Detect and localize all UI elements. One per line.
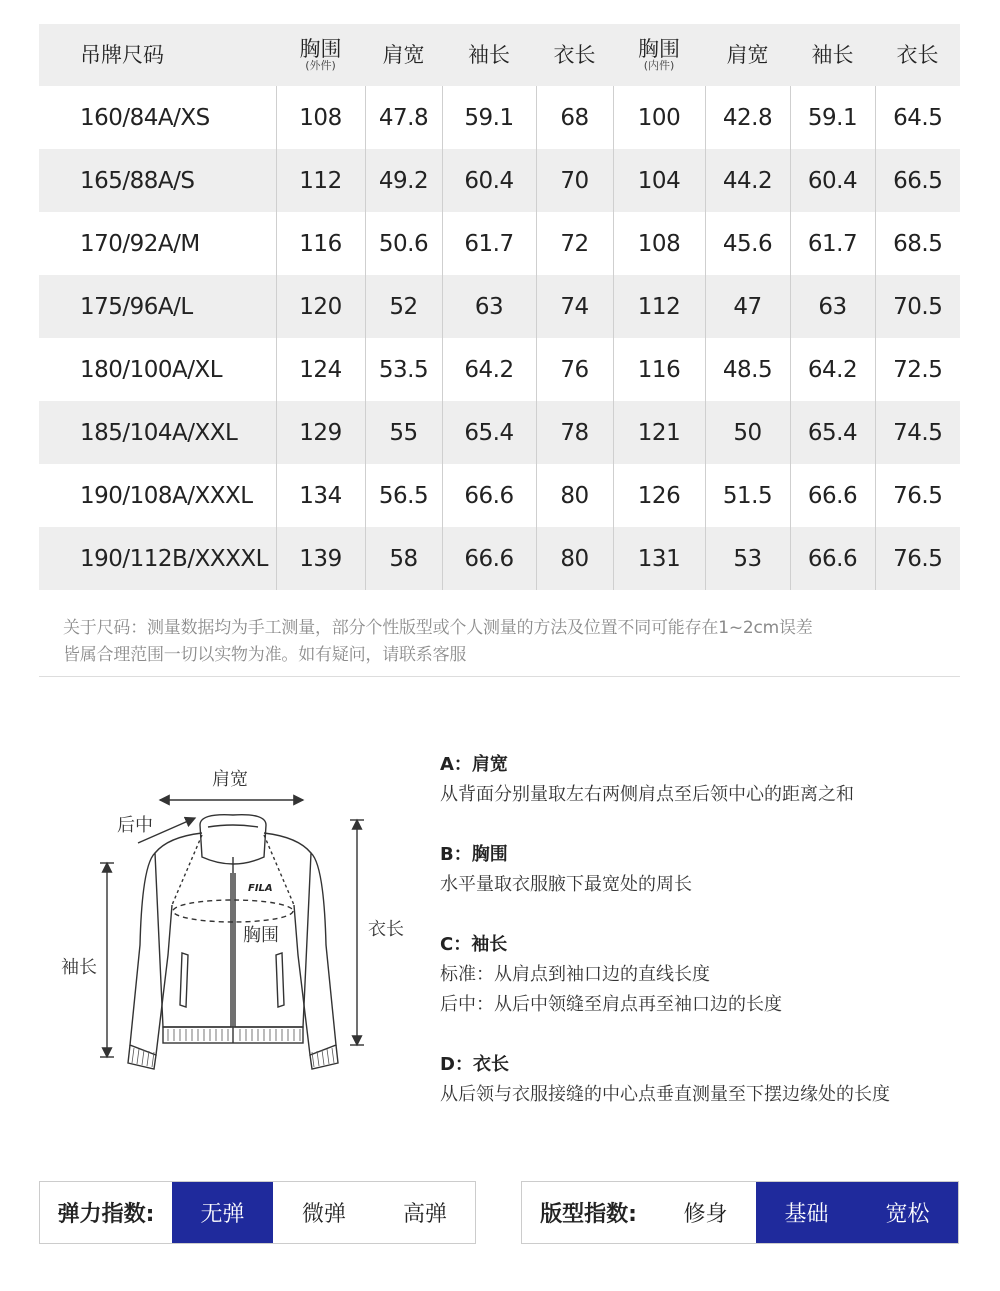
measurement-cell: 72.5	[893, 356, 943, 383]
header-size-label: 吊牌尺码	[80, 42, 164, 67]
measurement-cell: 76	[536, 338, 613, 401]
size-label-cell: 180/100A/XL	[39, 338, 276, 401]
measurement-cell: 64.2	[442, 338, 536, 401]
definition-text: 水平量取衣服腋下最宽处的周长	[440, 874, 692, 895]
note-line-1: 关于尺码：测量数据均为手工测量，部分个性版型或个人测量的方法及位置不同可能存在1~2cm误差	[63, 618, 813, 638]
size-label-cell: 160/84A/XS	[39, 86, 276, 149]
measurement-cell: 65.4	[442, 401, 536, 464]
measurement-cell: 104	[613, 149, 705, 212]
diagram-label-back-center: 后中	[117, 815, 153, 836]
fit-option-regular: 基础	[756, 1182, 857, 1243]
definition-title: C：袖长	[440, 934, 508, 955]
measurement-cell: 61.7	[790, 212, 875, 275]
measurement-cell: 80	[536, 527, 613, 590]
measurement-cell: 134	[276, 464, 365, 527]
diagram-label-chest: 胸围	[243, 925, 279, 946]
measurement-cell: 66.6	[790, 464, 875, 527]
measurement-cell: 129	[276, 401, 365, 464]
definition-title: D：衣长	[440, 1054, 509, 1075]
measurement-cell: 63	[790, 275, 875, 338]
size-label-cell: 190/112B/XXXXL	[39, 527, 276, 590]
table-row	[39, 212, 960, 275]
definition-text: 从后领与衣服接缝的中心点垂直测量至下摆边缘处的长度	[440, 1084, 890, 1105]
table-row	[39, 338, 960, 401]
definition-text: 后中：从后中领缝至肩点再至袖口边的长度	[440, 994, 782, 1015]
measurement-cell: 121	[613, 401, 705, 464]
measurement-cell: 51.5	[705, 464, 790, 527]
measurement-cell: 80	[536, 464, 613, 527]
measurement-cell: 60.4	[442, 149, 536, 212]
header-inner-chest-label: 胸围	[638, 36, 680, 61]
table-row	[39, 149, 960, 212]
measurement-cell: 53	[705, 527, 790, 590]
measurement-cell: 65.4	[790, 401, 875, 464]
table-row	[39, 401, 960, 464]
measurement-cell: 59.1	[442, 86, 536, 149]
definition-title: B：胸围	[440, 844, 508, 865]
elasticity-option-none: 无弹	[172, 1182, 273, 1243]
measurement-cell: 70.5	[893, 293, 943, 320]
measurement-cell: 45.6	[705, 212, 790, 275]
measurement-cell: 74.5	[893, 419, 943, 446]
fit-title: 版型指数:	[540, 1202, 637, 1227]
measurement-cell: 48.5	[705, 338, 790, 401]
measurement-cell: 74	[536, 275, 613, 338]
measurement-cell: 56.5	[365, 464, 442, 527]
measurement-cell: 42.8	[705, 86, 790, 149]
measurement-cell: 68	[536, 86, 613, 149]
elasticity-title: 弹力指数:	[57, 1202, 155, 1227]
divider	[39, 676, 960, 677]
measurement-cell: 63	[442, 275, 536, 338]
measurement-cell: 44.2	[705, 149, 790, 212]
fit-option-slim: 修身	[683, 1202, 728, 1227]
header-outer-chest	[276, 24, 365, 86]
definition-title: A：肩宽	[440, 754, 508, 775]
size-label-cell: 175/96A/L	[39, 275, 276, 338]
definition-block	[440, 750, 980, 810]
measurement-cell: 52	[365, 275, 442, 338]
measurement-cell: 116	[276, 212, 365, 275]
measurement-cell: 66.5	[893, 167, 943, 194]
measurement-cell: 53.5	[365, 338, 442, 401]
header-inner-sub: (内件)	[643, 58, 675, 72]
fit-option-loose: 宽松	[857, 1182, 958, 1243]
measurement-cell: 76.5	[893, 545, 943, 572]
table-row	[39, 86, 960, 149]
measurement-cell: 76.5	[893, 482, 943, 509]
measurement-cell: 100	[613, 86, 705, 149]
measurement-cell: 112	[613, 275, 705, 338]
measurement-cell: 66.6	[790, 527, 875, 590]
table-row	[39, 275, 960, 338]
header-inner-shoulder: 肩宽	[726, 42, 769, 67]
measurement-cell: 124	[276, 338, 365, 401]
note-line-2: 皆属合理范围一切以实物为准。如有疑问，请联系客服	[63, 645, 467, 665]
elasticity-option-slight: 微弹	[301, 1202, 346, 1227]
measurement-cell: 50.6	[365, 212, 442, 275]
definition-block	[440, 1050, 980, 1110]
diagram-label-sleeve: 袖长	[61, 957, 97, 978]
size-label-cell: 165/88A/S	[39, 149, 276, 212]
header-outer-chest-label: 胸围	[299, 36, 342, 61]
diagram-label-shoulder: 肩宽	[212, 769, 248, 790]
size-table	[39, 24, 960, 590]
measurement-cell: 61.7	[442, 212, 536, 275]
measurement-cell: 58	[365, 527, 442, 590]
measurement-cell: 120	[276, 275, 365, 338]
measurement-cell: 116	[613, 338, 705, 401]
definition-block	[440, 930, 980, 1020]
measurement-cell: 47.8	[365, 86, 442, 149]
size-label-cell: 170/92A/M	[39, 212, 276, 275]
fit-index	[521, 1181, 959, 1244]
measurement-cell: 139	[276, 527, 365, 590]
definition-text: 标准：从肩点到袖口边的直线长度	[440, 964, 710, 985]
measurement-cell: 108	[276, 86, 365, 149]
measurement-cell: 64.5	[893, 104, 943, 131]
measurement-cell: 66.6	[442, 527, 536, 590]
definition-text: 从背面分别量取左右两侧肩点至后领中心的距离之和	[440, 784, 854, 805]
measurement-cell: 70	[536, 149, 613, 212]
header-inner-length: 衣长	[896, 42, 939, 67]
definition-block	[440, 840, 980, 900]
elasticity-option-high: 高弹	[402, 1202, 447, 1227]
header-inner-chest	[613, 24, 705, 86]
header-outer-sub: (外件)	[305, 58, 336, 72]
measurement-cell: 72	[536, 212, 613, 275]
measurement-cell: 64.2	[790, 338, 875, 401]
table-header-row	[39, 24, 960, 86]
size-label-cell: 190/108A/XXXL	[39, 464, 276, 527]
measurement-cell: 66.6	[442, 464, 536, 527]
header-inner-sleeve: 袖长	[811, 42, 854, 67]
measurement-definitions	[440, 750, 980, 1140]
measurement-cell: 131	[613, 527, 705, 590]
fila-logo: FILA	[248, 883, 273, 894]
measurement-cell: 49.2	[365, 149, 442, 212]
elasticity-index	[39, 1181, 476, 1244]
size-label-cell: 185/104A/XXL	[39, 401, 276, 464]
measurement-cell: 112	[276, 149, 365, 212]
header-outer-shoulder: 肩宽	[382, 42, 425, 67]
measurement-cell: 50	[705, 401, 790, 464]
measurement-cell: 60.4	[790, 149, 875, 212]
diagram-label-length: 衣长	[368, 919, 404, 940]
measurement-cell: 108	[613, 212, 705, 275]
measurement-cell: 78	[536, 401, 613, 464]
table-body	[39, 86, 960, 590]
table-row	[39, 464, 960, 527]
header-outer-sleeve: 袖长	[468, 42, 510, 67]
measurement-cell: 55	[365, 401, 442, 464]
measurement-cell: 47	[705, 275, 790, 338]
measurement-note	[63, 615, 963, 669]
header-outer-length: 衣长	[553, 42, 596, 67]
measurement-cell: 126	[613, 464, 705, 527]
measurement-cell: 68.5	[893, 230, 943, 257]
measurement-cell: 59.1	[790, 86, 875, 149]
table-row	[39, 527, 960, 590]
jacket-measurement-diagram	[50, 745, 430, 1085]
